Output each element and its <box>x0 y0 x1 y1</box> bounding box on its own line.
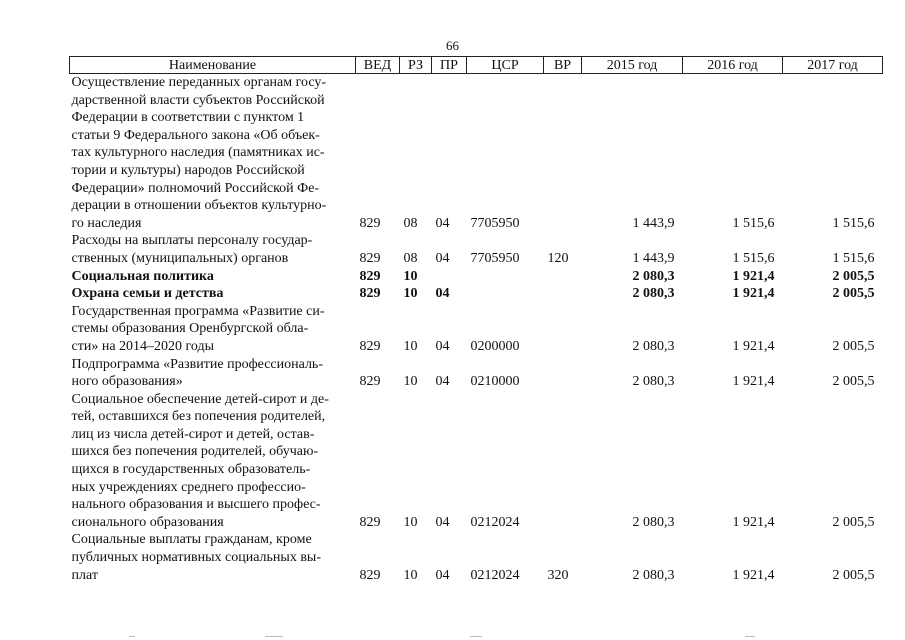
cell-2016: 1 921,4 <box>732 514 775 530</box>
cell-ved: 829 <box>359 338 381 354</box>
cell-2016: 1 921,4 <box>732 374 775 390</box>
cell-name <box>70 391 356 532</box>
header-2016: 2016 год <box>683 57 783 74</box>
table-row <box>70 232 883 267</box>
table-row <box>70 285 883 303</box>
table-row <box>70 303 883 356</box>
row-name-line: Социальное обеспечение детей-сирот и де- <box>71 391 329 407</box>
cell-2017: 2 005,5 <box>832 567 875 583</box>
scan-artifact <box>265 636 283 637</box>
cell-csr: 7705950 <box>470 215 520 231</box>
header-pr: ПР <box>432 57 467 74</box>
cell-ved: 829 <box>359 567 381 583</box>
cell-2017: 2 005,5 <box>832 268 875 284</box>
cell-2017: 1 515,6 <box>832 250 875 266</box>
cell-rz: 10 <box>403 514 418 530</box>
cell-pr: 04 <box>435 514 450 530</box>
cell-csr <box>467 285 544 303</box>
table-row <box>70 268 883 286</box>
cell-2015: 2 080,3 <box>632 514 675 530</box>
cell-rz: 10 <box>403 338 418 354</box>
scan-artifact <box>745 636 755 637</box>
row-name-line: Социальные выплаты гражданам, кроме <box>71 532 312 548</box>
row-name-line: ных учреждениях среднего профессио- <box>71 479 306 495</box>
cell-name <box>70 303 356 356</box>
cell-2017: 1 515,6 <box>832 215 875 231</box>
cell-name <box>70 74 356 233</box>
cell-pr <box>432 268 467 286</box>
row-name-line: сионального образования <box>71 514 224 530</box>
cell-pr: 04 <box>435 374 450 390</box>
cell-csr: 0212024 <box>470 567 520 583</box>
cell-name <box>70 356 356 391</box>
cell-2016: 1 921,4 <box>732 286 775 302</box>
table-row <box>70 391 883 532</box>
row-name-line: Охрана семьи и детства <box>71 286 224 302</box>
row-name-line: дарственной власти субъектов Российской <box>71 92 325 108</box>
cell-2015: 1 443,9 <box>632 215 675 231</box>
table-row <box>70 356 883 391</box>
row-name-line: Федерации» полномочий Российской Фе- <box>71 180 320 196</box>
cell-pr: 04 <box>435 250 450 266</box>
cell-2016: 1 515,6 <box>732 250 775 266</box>
cell-rz: 10 <box>403 286 418 302</box>
row-name-line: Государственная программа «Развитие си- <box>71 303 325 319</box>
row-name-line: тории и культуры) народов Российской <box>71 162 305 178</box>
cell-vr <box>544 74 582 233</box>
cell-ved: 829 <box>359 286 381 302</box>
cell-name <box>70 531 356 584</box>
row-name-line: ного образования» <box>71 374 183 390</box>
row-name-line: статьи 9 Федерального закона «Об объек- <box>71 127 320 143</box>
cell-csr <box>467 268 544 286</box>
cell-2015: 2 080,3 <box>632 286 675 302</box>
cell-rz: 08 <box>403 215 418 231</box>
cell-2016: 1 921,4 <box>732 567 775 583</box>
cell-2016: 1 921,4 <box>732 268 775 284</box>
row-name-line: сти» на 2014–2020 годы <box>71 338 215 354</box>
cell-2017: 2 005,5 <box>832 514 875 530</box>
row-name-line: тах культурного наследия (памятниках ис- <box>71 145 325 161</box>
table-header <box>70 57 883 74</box>
cell-2015: 2 080,3 <box>632 567 675 583</box>
row-name-line: тей, оставшихся без попечения родителей, <box>71 409 326 425</box>
cell-2017: 2 005,5 <box>832 286 875 302</box>
cell-vr: 320 <box>547 567 569 583</box>
cell-ved: 829 <box>359 374 381 390</box>
header-ved: ВЕД <box>356 57 400 74</box>
cell-pr: 04 <box>435 286 450 302</box>
row-name-line: плат <box>71 567 98 583</box>
row-name-line: Подпрограмма «Развитие профессиональ- <box>71 356 323 372</box>
cell-2017: 2 005,5 <box>832 374 875 390</box>
cell-name <box>70 285 356 303</box>
cell-2015: 2 080,3 <box>632 338 675 354</box>
budget-table-container <box>69 56 882 584</box>
row-name-line: шихся без попечения родителей, обучаю- <box>71 444 319 460</box>
header-vr: ВР <box>544 57 582 74</box>
row-name-line: стемы образования Оренбургской обла- <box>71 321 309 337</box>
cell-2015: 2 080,3 <box>632 268 675 284</box>
cell-ved: 829 <box>359 250 381 266</box>
row-name-line: Социальная политика <box>71 268 214 284</box>
row-name-line: Федерации в соответствии с пунктом 1 <box>71 110 305 126</box>
cell-vr <box>544 285 582 303</box>
table-row <box>70 74 883 233</box>
scan-artifact <box>129 636 135 637</box>
budget-table <box>69 56 883 584</box>
header-rz: РЗ <box>400 57 432 74</box>
cell-vr <box>544 356 582 391</box>
cell-name <box>70 268 356 286</box>
page-number: 66 <box>446 38 459 53</box>
cell-2015: 2 080,3 <box>632 374 675 390</box>
cell-name <box>70 232 356 267</box>
cell-csr: 0212024 <box>470 514 520 530</box>
row-name-line: дерации в отношении объектов культурно- <box>71 198 327 214</box>
cell-ved: 829 <box>359 215 381 231</box>
table-body <box>70 74 883 585</box>
cell-vr <box>544 268 582 286</box>
cell-csr: 7705950 <box>470 250 520 266</box>
cell-2017: 2 005,5 <box>832 338 875 354</box>
cell-rz: 10 <box>403 374 418 390</box>
cell-2016: 1 515,6 <box>732 215 775 231</box>
cell-vr: 120 <box>547 250 569 266</box>
cell-ved: 829 <box>359 268 381 284</box>
cell-pr: 04 <box>435 567 450 583</box>
header-name: Наименование <box>70 57 356 74</box>
row-name-line: лиц из числа детей-сирот и детей, остав- <box>71 426 315 442</box>
cell-rz: 10 <box>403 567 418 583</box>
cell-2015: 1 443,9 <box>632 250 675 266</box>
scan-artifact <box>470 636 482 637</box>
table-row <box>70 531 883 584</box>
cell-pr: 04 <box>435 215 450 231</box>
cell-vr <box>544 391 582 532</box>
row-name-line: нального образования и высшего профес- <box>71 497 321 513</box>
header-csr: ЦСР <box>467 57 544 74</box>
cell-rz: 08 <box>403 250 418 266</box>
cell-csr: 0200000 <box>470 338 520 354</box>
cell-2016: 1 921,4 <box>732 338 775 354</box>
cell-pr: 04 <box>435 338 450 354</box>
cell-rz: 10 <box>403 268 418 284</box>
header-row <box>70 57 883 74</box>
row-name-line: Расходы на выплаты персоналу государ- <box>71 233 313 249</box>
row-name-line: публичных нормативных социальных вы- <box>71 550 321 566</box>
cell-csr: 0210000 <box>470 374 520 390</box>
header-2017: 2017 год <box>783 57 883 74</box>
row-name-line: ственных (муниципальных) органов <box>71 250 289 266</box>
row-name-line: щихся в государственных образователь- <box>71 462 311 478</box>
cell-vr <box>544 303 582 356</box>
cell-ved: 829 <box>359 514 381 530</box>
row-name-line: Осуществление переданных органам госу- <box>71 75 327 90</box>
row-name-line: го наследия <box>71 215 142 231</box>
header-2015: 2015 год <box>582 57 683 74</box>
